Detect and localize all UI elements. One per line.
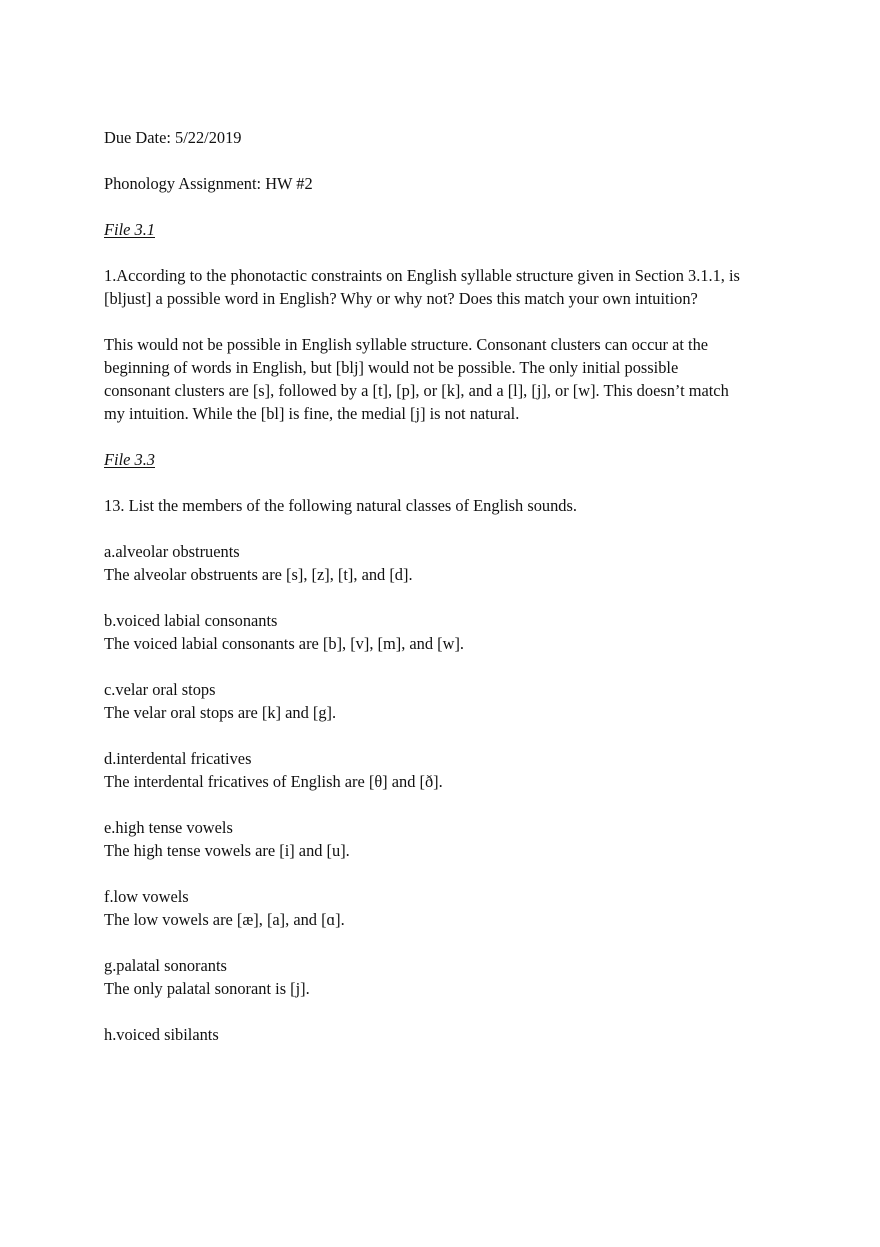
item-question: d.interdental fricatives	[104, 749, 252, 768]
item-answer: The only palatal sonorant is [j].	[104, 979, 310, 998]
item-answer: The alveolar obstruents are [s], [z], [t], and [d].	[104, 565, 413, 584]
item-question: h.voiced sibilants	[104, 1025, 219, 1044]
question-1-line-2: [bljust] a possible word in English? Why or why not? Does this match your own intuition?	[104, 289, 698, 308]
item-answer: The low vowels are [æ], [a], and [ɑ].	[104, 910, 345, 929]
list-item	[104, 816, 784, 862]
item-question: c.velar oral stops	[104, 680, 216, 699]
answer-1-line-1: This would not be possible in English syllable structure. Consonant clusters can occur at the	[104, 335, 709, 354]
list-item	[104, 678, 784, 724]
due-date: Due Date: 5/22/2019	[104, 128, 242, 147]
item-question: g.palatal sonorants	[104, 956, 227, 975]
file-3-3-label: File 3.3	[104, 450, 155, 469]
list-item	[104, 609, 784, 655]
item-question: e.high tense vowels	[104, 818, 233, 837]
item-question: a.alveolar obstruents	[104, 542, 240, 561]
assignment-title: Phonology Assignment: HW #2	[104, 174, 313, 193]
answer-1	[104, 333, 784, 425]
document-body	[104, 126, 784, 1069]
section-heading-file-3-3	[104, 448, 784, 471]
section-heading-file-3-1	[104, 218, 784, 241]
item-answer: The velar oral stops are [k] and [g].	[104, 703, 337, 722]
answer-1-line-4: my intuition. While the [bl] is fine, the medial [j] is not natural.	[104, 404, 520, 423]
list-item	[104, 885, 784, 931]
item-answer: The voiced labial consonants are [b], [v], [m], and [w].	[104, 634, 465, 653]
answer-1-line-3: consonant clusters are [s], followed by a [t], [p], or [k], and a [l], [j], or [w]. This doesn’t match	[104, 381, 729, 400]
question-13-prompt: 13. List the members of the following natural classes of English sounds.	[104, 496, 577, 515]
question-1	[104, 264, 784, 310]
list-item	[104, 1023, 784, 1046]
list-item	[104, 954, 784, 1000]
list-item	[104, 747, 784, 793]
item-answer: The interdental fricatives of English are [θ] and [ð].	[104, 772, 443, 791]
answer-1-line-2: beginning of words in English, but [blj] would not be possible. The only initial possible	[104, 358, 679, 377]
item-question: b.voiced labial consonants	[104, 611, 278, 630]
file-3-1-label: File 3.1	[104, 220, 155, 239]
item-question: f.low vowels	[104, 887, 189, 906]
item-answer: The high tense vowels are [i] and [u].	[104, 841, 350, 860]
list-item	[104, 540, 784, 586]
question-1-line-1: 1.According to the phonotactic constraints on English syllable structure given in Section 3.1.1, is	[104, 266, 740, 285]
